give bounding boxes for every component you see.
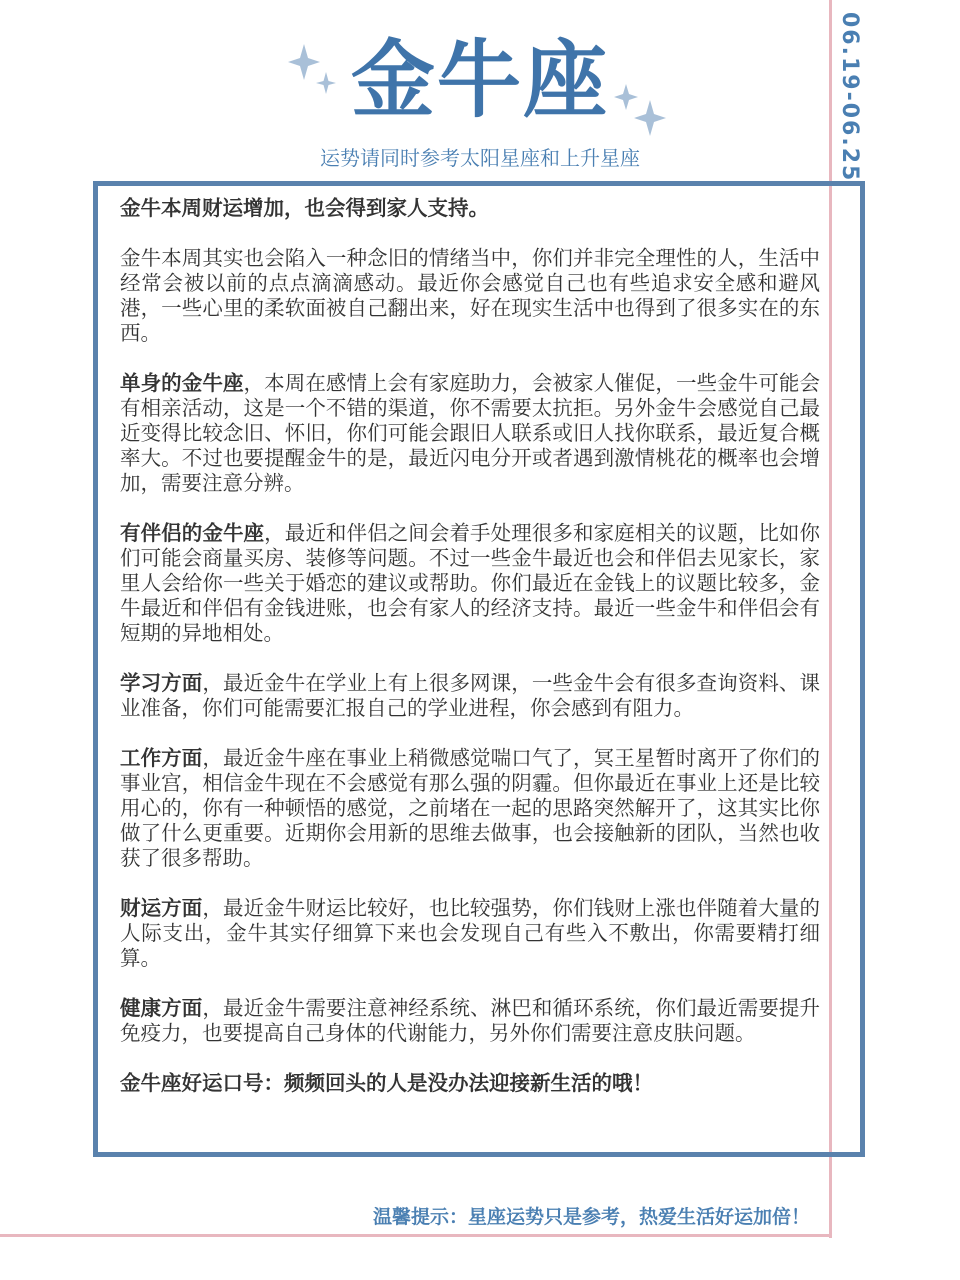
headline: 金牛本周财运增加，也会得到家人支持。 [120, 196, 489, 220]
section-lead: 工作方面 [120, 746, 203, 770]
pink-horizontal-line [0, 1234, 832, 1237]
section-body: ，最近金牛需要注意神经系统、淋巴和循环系统，你们最近需要提升免疫力，也要提高自己身体的代谢能力，另外你们需要注意皮肤问题。 [120, 996, 821, 1045]
horoscope-text [120, 196, 820, 1121]
section-body: ，本周在感情上会有家庭助力，会被家人催促，一些金牛可能会有相亲活动，这是一个不错的渠道，你不需要太抗拒。另外金牛会感觉自己最近变得比较念旧、怀旧，你们可能会跟旧人联系或旧人找你联系，最近复合概率大。不过也要提醒金牛的是，最近闪电分开或者遇到激情桃花的概率也会增加，需要注意分辨。 [120, 371, 820, 495]
page-title: 金牛座 [350, 31, 609, 129]
section-work [120, 746, 820, 871]
section-study [120, 671, 820, 721]
section-lead: 有伴侣的金牛座 [120, 521, 265, 545]
section-body: ，最近和伴侣之间会着手处理很多和家庭相关的议题，比如你们可能会商量买房、装修等问题。不过一些金牛最近也会和伴侣去见家长，家里人会给你一些关于婚恋的建议或帮助。你们最近在金钱上的议题比较多，金牛最近和伴侣有金钱进账，也会有家人的经济支持。最近一些金牛和伴侣会有短期的异地相处。 [120, 521, 821, 645]
section-health [120, 996, 820, 1046]
section-single [120, 371, 820, 496]
section-wealth [120, 896, 820, 971]
section-body: ，最近金牛座在事业上稍微感觉喘口气了，冥王星暂时离开了你们的事业宫，相信金牛现在不会感觉有那么强的阴霾。但你最近在事业上还是比较用心的，你有一种顿悟的感觉，之前堵在一起的思路突然解开了，这其实比你做了什么更重要。近期你会用新的思维去做事，也会接触新的团队，当然也收获了很多帮助。 [120, 746, 821, 870]
section-lead: 健康方面 [120, 996, 203, 1020]
slogan: 金牛座好运口号：频频回头的人是没办法迎接新生活的哦！ [120, 1071, 653, 1095]
page-subtitle: 运势请同时参考太阳星座和上升星座 [320, 146, 640, 170]
section-lead: 学习方面 [120, 671, 203, 695]
date-range: 06.19-06.25 [837, 12, 862, 183]
section-body: ，最近金牛财运比较好，也比较强势，你们钱财上涨也伴随着大量的人际支出，金牛其实仔细算下来也会发现自己有些入不敷出，你需要精打细算。 [120, 896, 821, 970]
section-partner [120, 521, 820, 646]
intro-paragraph: 金牛本周其实也会陷入一种念旧的情绪当中，你们并非完全理性的人，生活中经常会被以前的点点滴滴感动。最近你会感觉自己也有些追求安全感和避风港，一些心里的柔软面被自己翻出来，好在现实生活中也得到了很多实在的东西。 [120, 246, 820, 345]
section-body: ，最近金牛在学业上有上很多网课，一些金牛会有很多查询资料、课业准备，你们可能需要汇报自己的学业进程，你会感到有阻力。 [120, 671, 821, 720]
section-lead: 单身的金牛座 [120, 371, 244, 395]
footer-tip: 温馨提示：星座运势只是参考，热爱生活好运加倍！ [372, 1206, 810, 1228]
section-lead: 财运方面 [120, 896, 203, 920]
